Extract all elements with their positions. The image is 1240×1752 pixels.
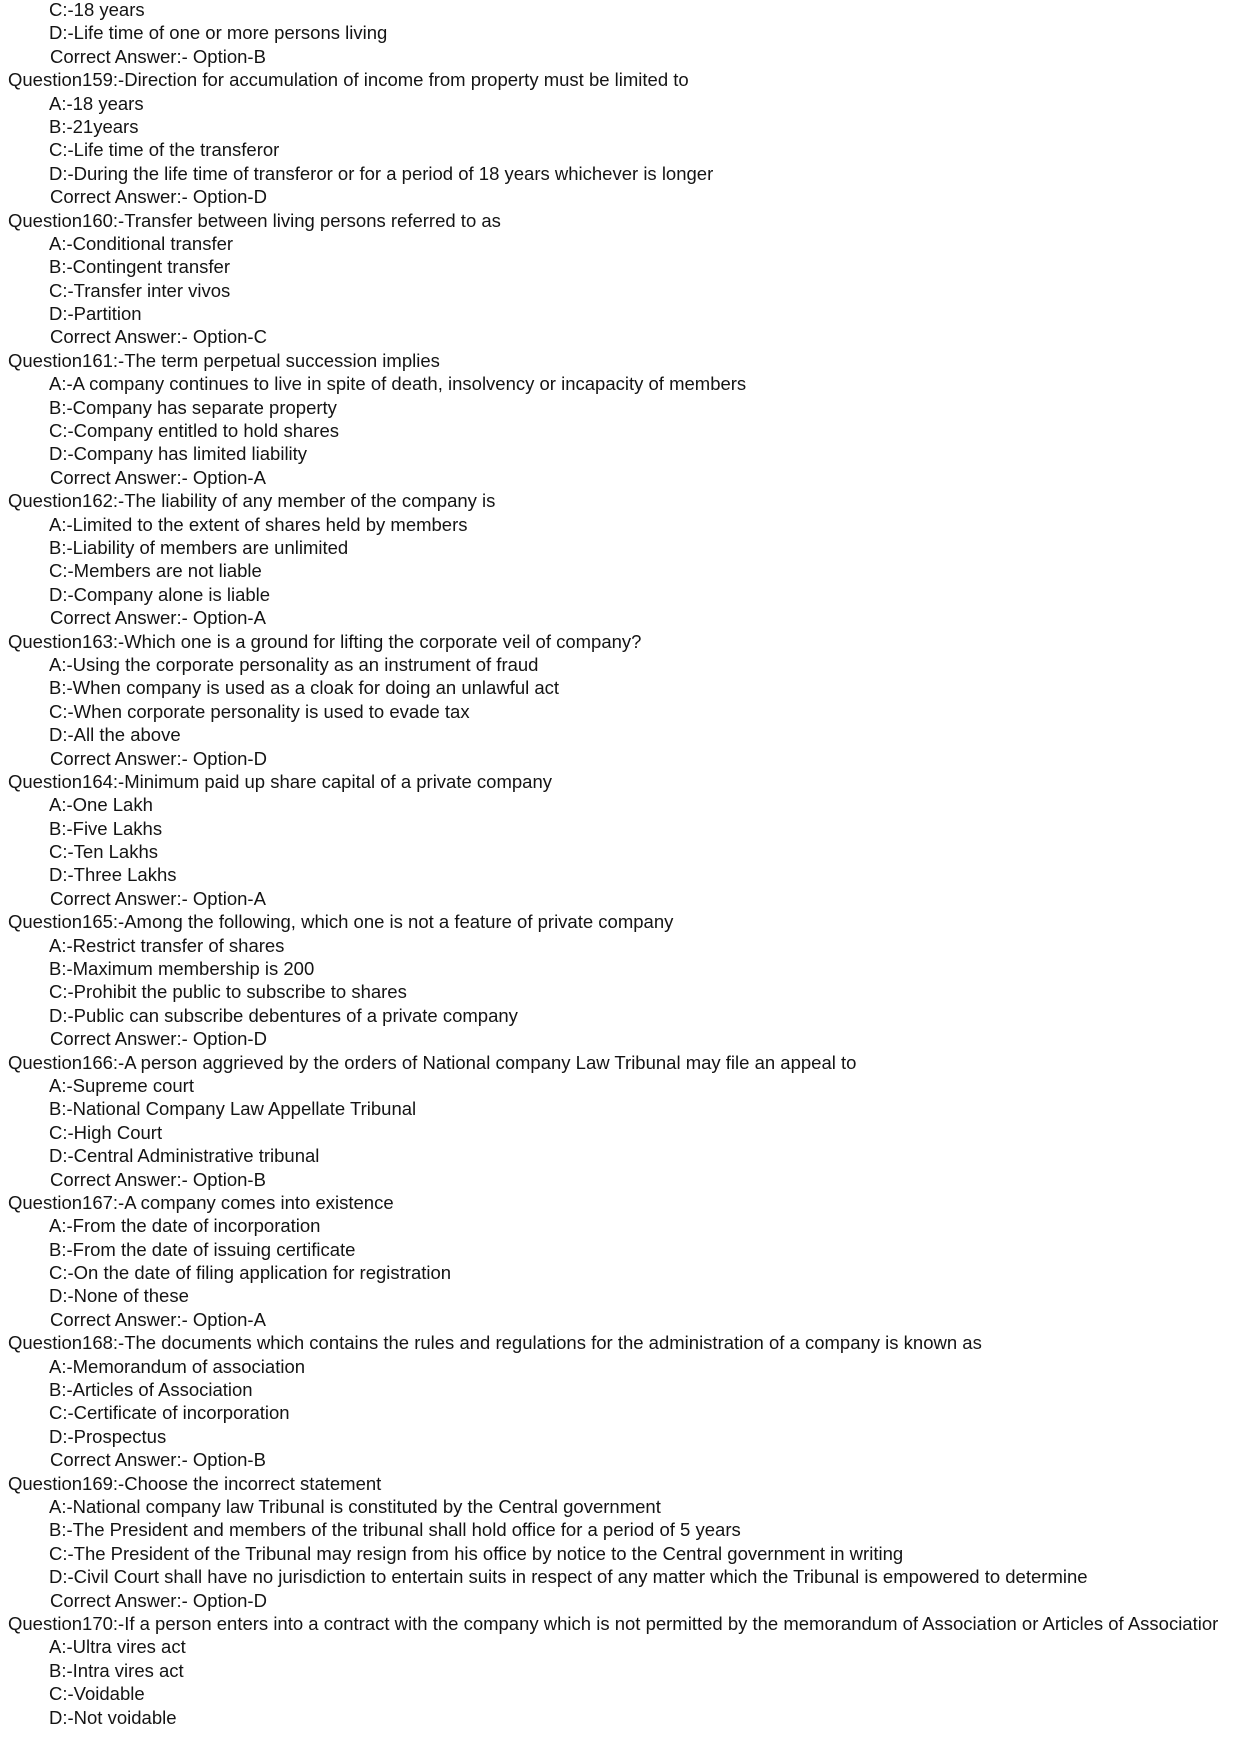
correct-answer-line: Correct Answer:- Option-D	[50, 1589, 267, 1611]
option-line: C:-High Court	[49, 1121, 163, 1143]
option-line: D:-Public can subscribe debentures of a private company	[49, 1004, 518, 1026]
option-line: D:-Central Administrative tribunal	[49, 1145, 320, 1167]
option-line: C:-Ten Lakhs	[49, 841, 158, 863]
question-text: Question168:-The documents which contains the rules and regulations for the administration of a company is known as	[8, 1332, 982, 1354]
option-line: B:-Liability of members are unlimited	[49, 536, 349, 558]
correct-answer-line: Correct Answer:- Option-C	[50, 326, 267, 348]
question-text: Question169:-Choose the incorrect statement	[8, 1472, 382, 1494]
option-line: C:-Certificate of incorporation	[49, 1402, 290, 1424]
option-line: A:-18 years	[49, 92, 144, 114]
correct-answer-line: Correct Answer:- Option-A	[50, 607, 266, 629]
option-line: B:-When company is used as a cloak for doing an unlawful act	[49, 677, 560, 699]
option-line: C:-On the date of filing application for registration	[49, 1262, 452, 1284]
option-line: A:-Ultra vires act	[49, 1636, 186, 1658]
question-text: Question170:-If a person enters into a contract with the company which is not permitted by the memorandum of Association or Articles of Associatior	[8, 1612, 1219, 1634]
option-line: D:-All the above	[49, 724, 181, 746]
question-text: Question165:-Among the following, which one is not a feature of private company	[8, 911, 674, 933]
question-block	[8, 1612, 1240, 1729]
option-line: D:-Civil Court shall have no jurisdiction to entertain suits in respect of any matter which the Tribunal is empowered to determine	[49, 1566, 1088, 1588]
option-line: D:-Life time of one or more persons living	[49, 22, 388, 44]
option-line: C:-The President of the Tribunal may resign from his office by notice to the Central government in writing	[49, 1542, 904, 1564]
option-line: B:-Company has separate property	[49, 396, 337, 418]
option-line: A:-Restrict transfer of shares	[49, 934, 285, 956]
option-line: D:-Company has limited liability	[49, 443, 308, 465]
correct-answer-line: Correct Answer:- Option-A	[50, 466, 266, 488]
option-line: C:-18 years	[49, 0, 145, 20]
question-text: Question161:-The term perpetual succession implies	[8, 349, 440, 371]
option-line: B:-The President and members of the tribunal shall hold office for a period of 5 years	[49, 1519, 741, 1541]
question-text: Question164:-Minimum paid up share capital of a private company	[8, 770, 552, 792]
question-block	[8, 1051, 1240, 1191]
option-line: A:-A company continues to live in spite of death, insolvency or incapacity of members	[49, 373, 747, 395]
question-text: Question160:-Transfer between living persons referred to as	[8, 209, 501, 231]
option-line: A:-National company law Tribunal is constituted by the Central government	[49, 1496, 661, 1517]
option-line: C:-When corporate personality is used to evade tax	[49, 700, 470, 722]
question-list	[8, 68, 1240, 1729]
option-line: B:-Maximum membership is 200	[49, 958, 315, 980]
option-line: D:-Not voidable	[49, 1706, 177, 1728]
option-line: C:-Members are not liable	[49, 560, 262, 582]
question-text: Question159:-Direction for accumulation of income from property must be limited to	[8, 69, 689, 91]
question-block	[8, 489, 1240, 629]
correct-answer-line: Correct Answer:- Option-D	[50, 186, 267, 208]
option-line: B:-Five Lakhs	[49, 817, 163, 839]
option-line: B:-Intra vires act	[49, 1659, 184, 1681]
correct-answer-line: Correct Answer:- Option-D	[50, 1028, 267, 1050]
option-line: A:-Limited to the extent of shares held by members	[49, 513, 468, 535]
question-block	[8, 1191, 1240, 1331]
option-line: B:-21years	[49, 115, 139, 137]
correct-answer-line: Correct Answer:- Option-B	[50, 45, 266, 67]
question-text: Question162:-The liability of any member of the company is	[8, 490, 496, 512]
option-line: C:-Company entitled to hold shares	[49, 420, 339, 442]
option-line: D:-Partition	[49, 303, 142, 325]
correct-answer-line: Correct Answer:- Option-B	[50, 1168, 266, 1190]
option-line: D:-During the life time of transferor or for a period of 18 years whichever is longer	[49, 162, 714, 184]
option-line: C:-Transfer inter vivos	[49, 279, 231, 301]
correct-answer-line: Correct Answer:- Option-A	[50, 1308, 266, 1330]
question-block	[8, 1331, 1240, 1471]
question-block	[8, 209, 1240, 349]
option-line: A:-Supreme court	[49, 1074, 194, 1096]
question-text: Question167:-A company comes into existence	[8, 1191, 394, 1213]
option-line: A:-One Lakh	[49, 794, 153, 816]
option-line: B:-Articles of Association	[49, 1379, 253, 1401]
question-block	[8, 68, 1240, 208]
correct-answer-line: Correct Answer:- Option-B	[50, 1449, 266, 1471]
option-line: A:-Conditional transfer	[49, 232, 234, 254]
option-line: D:-None of these	[49, 1285, 189, 1307]
option-line: C:-Voidable	[49, 1683, 145, 1705]
question-block	[8, 1472, 1240, 1612]
option-line: B:-National Company Law Appellate Tribunal	[49, 1098, 417, 1120]
question-text: Question163:-Which one is a ground for lifting the corporate veil of company?	[8, 630, 642, 652]
option-line: A:-From the date of incorporation	[49, 1215, 321, 1237]
option-line: C:-Prohibit the public to subscribe to shares	[49, 981, 407, 1003]
lead-in-block	[8, 0, 1240, 68]
option-line: B:-Contingent transfer	[49, 256, 230, 278]
question-block	[8, 770, 1240, 910]
option-line: A:-Memorandum of association	[49, 1355, 306, 1377]
option-line: B:-From the date of issuing certificate	[49, 1238, 356, 1260]
option-line: D:-Three Lakhs	[49, 864, 177, 886]
option-line: A:-Using the corporate personality as an instrument of fraud	[49, 653, 539, 675]
question-block	[8, 630, 1240, 770]
correct-answer-line: Correct Answer:- Option-A	[50, 887, 266, 909]
question-document	[8, 0, 1240, 1729]
option-line: D:-Company alone is liable	[49, 583, 271, 605]
question-block	[8, 349, 1240, 489]
question-block	[8, 910, 1240, 1050]
question-text: Question166:-A person aggrieved by the orders of National company Law Tribunal may file an appeal to	[8, 1051, 857, 1073]
option-line: C:-Life time of the transferor	[49, 139, 280, 161]
correct-answer-line: Correct Answer:- Option-D	[50, 747, 267, 769]
option-line: D:-Prospectus	[49, 1425, 167, 1447]
